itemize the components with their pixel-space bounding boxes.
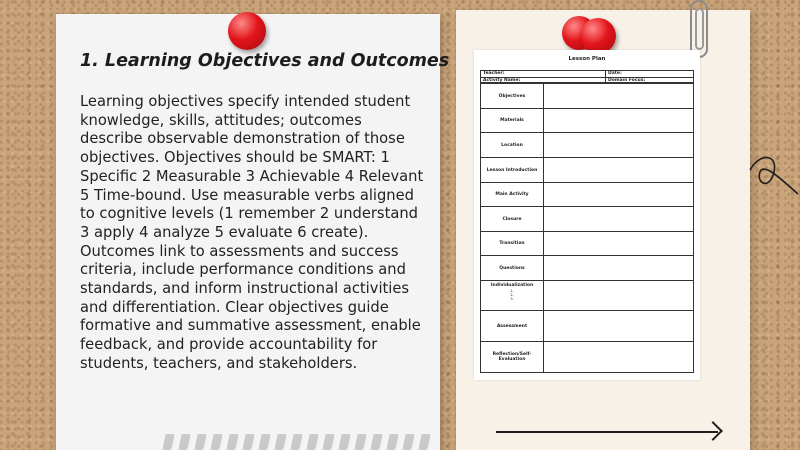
list-item: 3. <box>510 297 514 301</box>
date-label: Date: <box>608 71 622 76</box>
torn-tab <box>418 434 430 450</box>
row-label-location: Location <box>481 133 544 157</box>
table-row <box>481 341 693 372</box>
torn-tab <box>370 434 382 450</box>
row-label-materials: Materials <box>481 109 544 132</box>
lesson-plan-title: Lesson Plan <box>568 56 606 62</box>
torn-edge <box>156 408 440 450</box>
row-label-assessment: Assessment <box>481 311 544 341</box>
torn-tab <box>402 434 414 450</box>
push-pin-icon <box>580 18 616 54</box>
torn-tab <box>290 434 302 450</box>
table-row <box>481 280 693 310</box>
row-label-objectives: Objectives <box>481 84 544 108</box>
torn-tab <box>226 434 238 450</box>
row-cell <box>544 133 693 157</box>
torn-tab <box>210 434 222 450</box>
row-cell <box>544 84 693 108</box>
table-row <box>481 132 693 157</box>
table-row <box>481 231 693 255</box>
torn-tab <box>162 434 174 450</box>
table-row <box>481 182 693 206</box>
row-label-lesson-introduction: Lesson Introduction <box>481 158 544 182</box>
row-label-closure: Closure <box>481 207 544 231</box>
row-cell <box>544 183 693 206</box>
row-cell <box>544 232 693 255</box>
note-title: 1. Learning Objectives and Outcomes <box>80 51 450 71</box>
teacher-label: Teacher: <box>481 71 606 77</box>
list-item: 1. <box>510 289 514 293</box>
table-row <box>481 206 693 231</box>
table-row <box>481 108 693 132</box>
torn-tab <box>242 434 254 450</box>
row-label-reflection: Reflection/Self-Evaluation <box>481 342 544 372</box>
row-cell <box>544 207 693 231</box>
header-row-teacher <box>480 70 694 77</box>
torn-tab <box>354 434 366 450</box>
list-item: 2. <box>510 293 514 297</box>
torn-tab <box>338 434 350 450</box>
domain-focus-label: Domain Focus: <box>608 77 646 83</box>
row-label-main-activity: Main Activity <box>481 183 544 206</box>
torn-tab <box>178 434 190 450</box>
torn-tab <box>274 434 286 450</box>
table-row <box>481 310 693 341</box>
torn-tab <box>386 434 398 450</box>
torn-tab <box>194 434 206 450</box>
row-cell <box>544 109 693 132</box>
torn-tab <box>258 434 270 450</box>
row-cell <box>544 281 693 310</box>
individualization-label: Individualization <box>490 283 534 288</box>
row-label-transition: Transition <box>481 232 544 255</box>
row-label-individualization <box>481 281 544 310</box>
table-row <box>481 83 693 108</box>
torn-tab <box>322 434 334 450</box>
paper-clip-inner <box>695 8 704 50</box>
activity-name-label: Activity Name: <box>481 78 606 83</box>
squiggle-doodle-icon <box>748 150 800 200</box>
lesson-plan-form <box>474 50 700 380</box>
row-cell <box>544 311 693 341</box>
row-cell <box>544 256 693 280</box>
push-pin-icon <box>228 12 266 50</box>
note-paper <box>56 14 450 450</box>
table-row <box>481 255 693 280</box>
note-body: Learning objectives specify intended student knowledge, skills, attitudes; outcomes describe observable demonstration of those objectives. Objectives should be SMART: 1 Specific 2 Measurable 3 Achievable 4 Relevant 5 Time-bound. Use measurable verbs aligned to cognitive levels (1 remember 2 understand 3 apply 4 analyze 5 evaluate 6 create). Outcomes link to assessments and success criteria, include performance conditions and standards, and inform instructional activities and differentiation. Clear objectives guide formative and summative assessment, enable feedback, and provide accountability for students, teachers, and stakeholders. <box>80 93 424 372</box>
table-row <box>481 157 693 182</box>
row-label-questions: Questions <box>481 256 544 280</box>
torn-tab <box>306 434 318 450</box>
individualization-list <box>510 289 513 301</box>
row-cell <box>544 158 693 182</box>
lesson-plan-grid <box>480 83 694 373</box>
row-cell <box>544 342 693 372</box>
arrow-right-icon <box>496 431 718 433</box>
